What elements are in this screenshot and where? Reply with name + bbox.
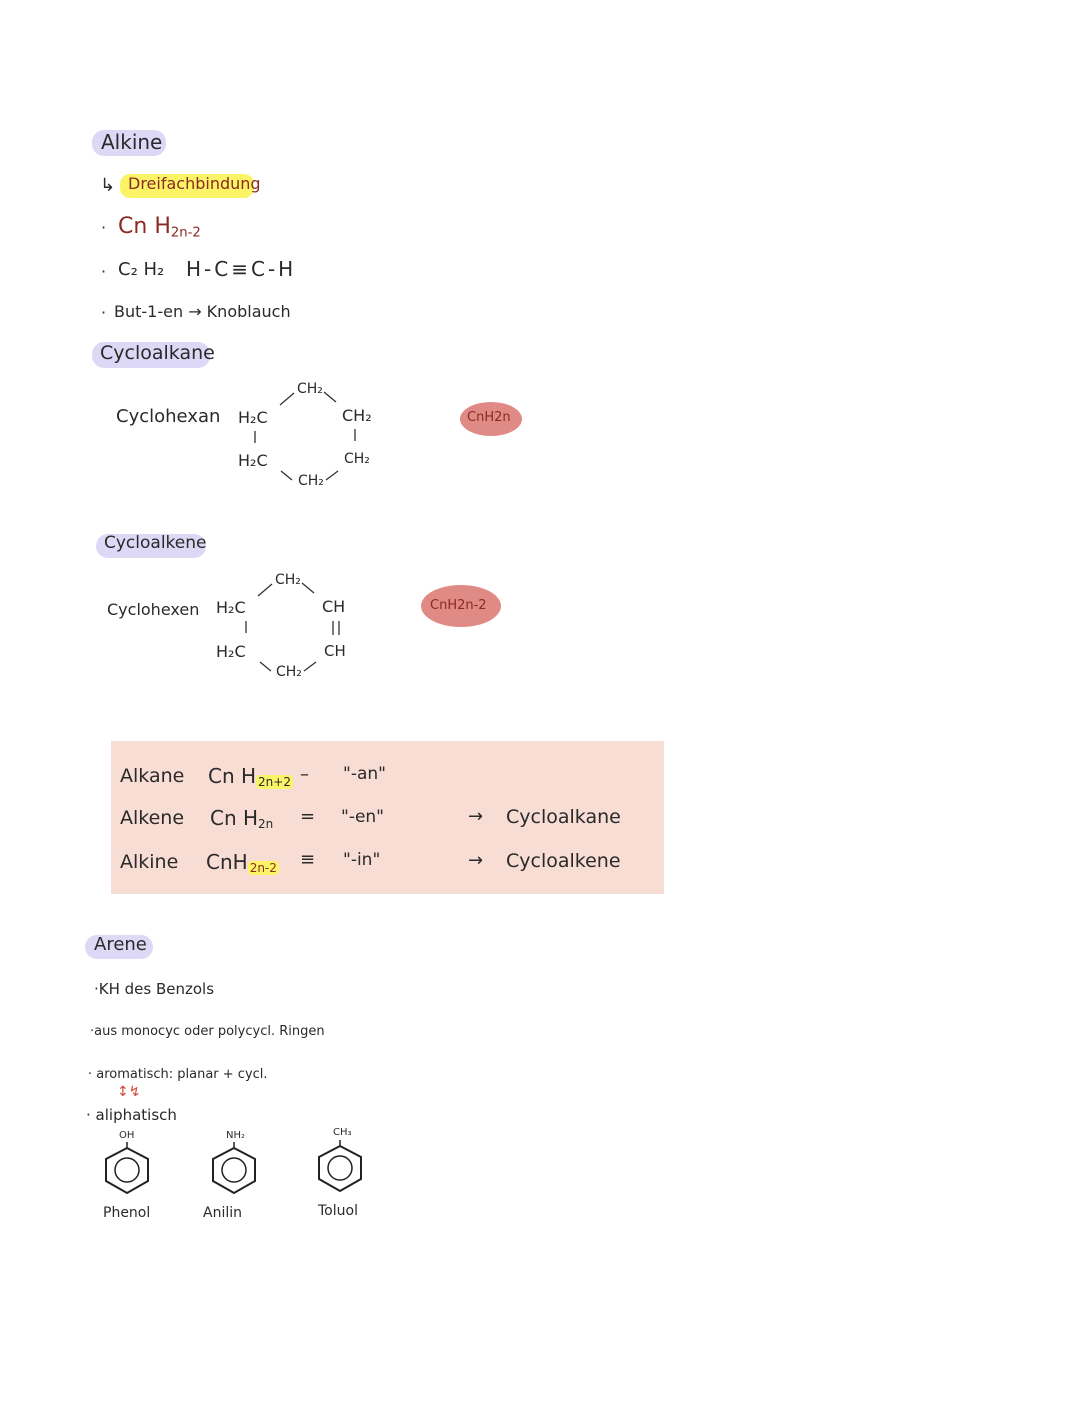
- bullet: ·: [101, 303, 107, 322]
- table-row-bond: –: [300, 764, 309, 785]
- atom-top: CH₂: [297, 381, 323, 397]
- atom-top-left: H₂C: [216, 598, 246, 617]
- but-1-en-note: But-1-en → Knoblauch: [114, 302, 291, 321]
- arrow-icon: ↳: [100, 175, 116, 196]
- table-row-ring-type: Cycloalkene: [506, 850, 621, 872]
- atom-top-right: CH: [322, 597, 346, 616]
- formula-h: H: [154, 214, 171, 239]
- alkine-general-formula: [118, 214, 201, 240]
- cycloalkene-heading: Cycloalkene: [104, 533, 207, 553]
- cycloalkene-formula: CnH2n-2: [430, 598, 487, 613]
- table-row-name: Alkine: [120, 851, 179, 873]
- substituent-label: CH₃: [333, 1127, 352, 1138]
- cyclohexane-name: Cyclohexan: [116, 406, 221, 427]
- triple-bond-label: Dreifachbindung: [128, 174, 261, 193]
- ethyne-structure: H-C≡C-H: [186, 257, 297, 281]
- atom-bottom-right: CH₂: [344, 451, 370, 467]
- table-row-formula: [210, 806, 273, 831]
- arrow-right-icon: →: [468, 806, 484, 827]
- benzene-ring-icon: [0, 0, 1, 1]
- table-row-suffix: "-an": [343, 764, 386, 784]
- arrow-right-icon: →: [468, 850, 484, 871]
- formula-base: Cn H: [208, 764, 257, 788]
- arene-heading: Arene: [94, 934, 147, 955]
- arene-note-aromatic: · aromatisch: planar + cycl.: [88, 1067, 268, 1082]
- atom-top: CH₂: [275, 572, 301, 588]
- cyclohexene-name: Cyclohexen: [107, 600, 200, 619]
- arene-note-benzene: ·KH des Benzols: [94, 980, 215, 998]
- atom-bottom-left: H₂C: [216, 642, 246, 661]
- table-row-formula: [208, 764, 293, 789]
- bullet: ·: [101, 262, 107, 281]
- formula-base: CnH: [206, 850, 248, 874]
- atom-bottom: CH₂: [276, 664, 302, 680]
- formula-cn: Cn: [118, 214, 148, 239]
- bullet: ·: [101, 218, 107, 237]
- table-row-ring-type: Cycloalkane: [506, 806, 621, 828]
- compound-name: Phenol: [103, 1205, 151, 1221]
- table-row-formula: [206, 850, 279, 875]
- substituent-label: NH₂: [226, 1130, 246, 1141]
- atom-bottom: CH₂: [298, 473, 324, 489]
- table-row-name: Alkane: [120, 765, 185, 787]
- atom-bottom-right: CH: [324, 642, 346, 660]
- formula-subscript: 2n+2: [258, 775, 291, 789]
- atom-top-left: H₂C: [238, 408, 268, 427]
- table-row-suffix: "-en": [341, 807, 385, 827]
- table-row-bond: =: [300, 806, 316, 827]
- substituent-label: OH: [119, 1130, 135, 1141]
- formula-base: Cn H: [210, 806, 259, 830]
- table-row-bond: ≡: [300, 849, 316, 870]
- table-row-name: Alkene: [120, 807, 185, 829]
- compound-name: Toluol: [318, 1203, 358, 1219]
- formula-subscript: 2n-2: [249, 861, 277, 875]
- formula-subscript: 2n-2: [170, 225, 201, 241]
- ethyne-formula: C₂ H₂: [118, 259, 165, 280]
- cycloalkane-heading: Cycloalkane: [100, 342, 215, 364]
- atom-top-right: CH₂: [342, 406, 372, 425]
- arene-note-rings: ·aus monocyc oder polycycl. Ringen: [90, 1024, 325, 1039]
- arene-note-aliphatic: · aliphatisch: [86, 1106, 177, 1124]
- alkine-heading: Alkine: [101, 130, 163, 154]
- atom-bottom-left: H₂C: [238, 451, 268, 470]
- contrast-icon: ↕↯: [117, 1084, 141, 1100]
- cycloalkane-formula: CnH2n: [467, 410, 511, 425]
- compound-name: Anilin: [203, 1205, 242, 1221]
- formula-subscript: 2n: [258, 817, 274, 831]
- table-row-suffix: "-in": [343, 850, 381, 870]
